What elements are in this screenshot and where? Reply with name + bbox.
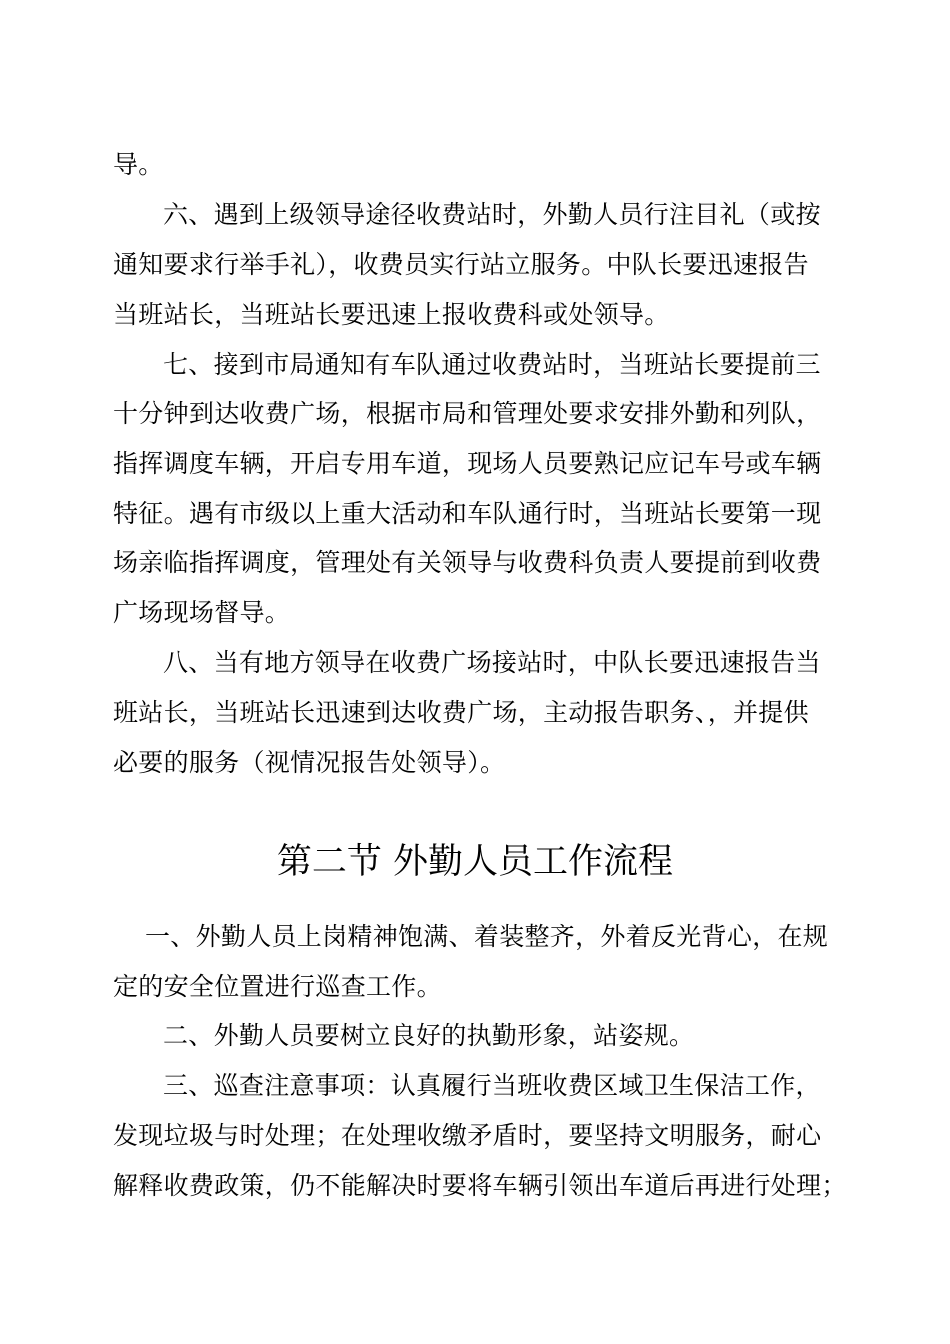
paragraph-line: 广场现场督导。 [113, 598, 291, 627]
paragraph-line: 六、遇到上级领导途径收费站时，外勤人员行注目礼（或按 [163, 200, 821, 229]
section-title: 第二节 外勤人员工作流程 [276, 842, 674, 882]
paragraph-line: 班站长，当班站长迅速到达收费广场，主动报告职务、，并提供 [113, 698, 809, 727]
paragraph-line: 指挥调度车辆，开启专用车道，现场人员要熟记应记车号或车辆 [113, 449, 822, 478]
paragraph-line: 必要的服务（视情况报告处领导）。 [113, 748, 506, 777]
paragraph-line: 导。 [113, 150, 164, 179]
paragraph-line: 定的安全位置进行巡查工作。 [113, 972, 442, 1001]
paragraph-line: 二、外勤人员要树立良好的执勤形象，站姿规。 [163, 1021, 695, 1050]
paragraph-line: 特征。遇有市级以上重大活动和车队通行时，当班站长要第一现 [113, 499, 822, 528]
paragraph-line: 解释收费政策，仍不能解决时要将车辆引领出车道后再进行处理； [113, 1171, 847, 1200]
paragraph-line: 通知要求行举手礼），收费员实行站立服务。中队长要迅速报告 [113, 250, 809, 279]
paragraph-line: 七、接到市局通知有车队通过收费站时，当班站长要提前三 [163, 350, 821, 379]
paragraph-line: 三、巡查注意事项：认真履行当班收费区域卫生保洁工作， [163, 1071, 821, 1100]
paragraph-line: 八、当有地方领导在收费广场接站时，中队长要迅速报告当 [163, 648, 821, 677]
paragraph-line: 当班站长，当班站长要迅速上报收费科或处领导。 [113, 300, 670, 329]
paragraph-line: 一、外勤人员上岗精神饱满、着装整齐，外着反光背心，在规 [145, 922, 829, 951]
paragraph-line: 发现垃圾与时处理；在处理收缴矛盾时，要坚持文明服务，耐心 [113, 1121, 822, 1150]
paragraph-line: 场亲临指挥调度，管理处有关领导与收费科负责人要提前到收费 [113, 548, 822, 577]
paragraph-line: 十分钟到达收费广场，根据市局和管理处要求安排外勤和列队， [113, 399, 822, 428]
